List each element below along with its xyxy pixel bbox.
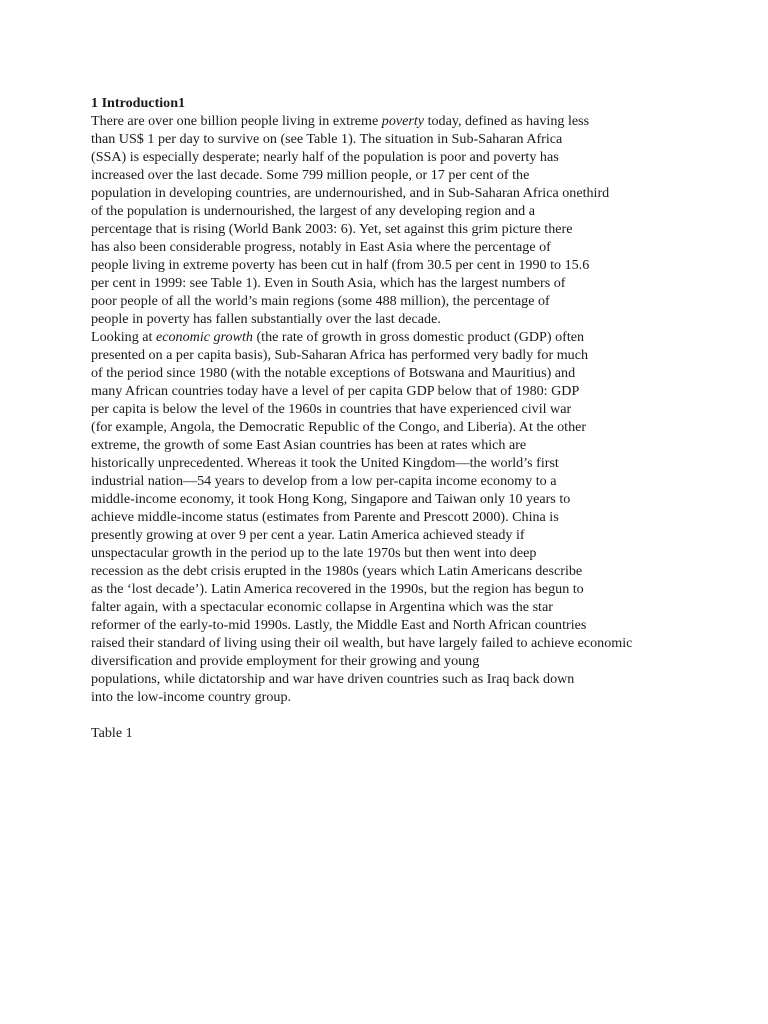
text-run: people living in extreme poverty has been cut in half (from 30.5 per cent in 1990 to 15.6 bbox=[91, 257, 590, 273]
text-run: There are over one billion people living in extreme bbox=[91, 113, 382, 129]
text-run: presented on a per capita basis), Sub-Saharan Africa has performed very badly for much bbox=[91, 347, 589, 363]
text-line bbox=[91, 346, 761, 364]
text-line bbox=[91, 148, 761, 166]
text-line bbox=[91, 472, 761, 490]
text-line bbox=[91, 616, 761, 634]
text-line bbox=[91, 310, 761, 328]
text-run: diversification and provide employment for their growing and young bbox=[91, 653, 480, 669]
text-line bbox=[91, 454, 761, 472]
text-line bbox=[91, 490, 761, 508]
text-run: achieve middle-income status (estimates from Parente and Prescott 2000). China is bbox=[91, 509, 559, 525]
text-run: into the low-income country group. bbox=[91, 689, 292, 705]
text-run: populations, while dictatorship and war have driven countries such as Iraq back down bbox=[91, 671, 575, 687]
text-run: percentage that is rising (World Bank 2003: 6). Yet, set against this grim picture there bbox=[91, 221, 573, 237]
text-run: raised their standard of living using their oil wealth, but have largely failed to achieve economic bbox=[91, 635, 633, 651]
text-line bbox=[91, 544, 761, 562]
table-caption: Table 1 bbox=[91, 725, 133, 741]
text-run: increased over the last decade. Some 799 million people, or 17 per cent of the bbox=[91, 167, 530, 183]
text-run: reformer of the early-to-mid 1990s. Lastly, the Middle East and North African countries bbox=[91, 617, 587, 633]
text-line bbox=[91, 202, 761, 220]
section-heading: 1 Introduction1 bbox=[91, 95, 186, 111]
italic-term: poverty bbox=[381, 113, 425, 129]
text-line bbox=[91, 130, 761, 148]
text-run: of the period since 1980 (with the notable exceptions of Botswana and Mauritius) and bbox=[91, 365, 576, 381]
paragraph-poverty bbox=[91, 112, 761, 328]
text-run: extreme, the growth of some East Asian countries has been at rates which are bbox=[91, 437, 527, 453]
text-line bbox=[91, 364, 761, 382]
text-run: today, defined as having less bbox=[424, 113, 590, 129]
text-run: Looking at bbox=[91, 329, 156, 345]
text-line bbox=[91, 274, 761, 292]
text-line bbox=[91, 400, 761, 418]
text-line bbox=[91, 634, 761, 652]
text-run: presently growing at over 9 per cent a year. Latin America achieved steady if bbox=[91, 527, 525, 543]
italic-term: economic growth bbox=[155, 329, 253, 345]
text-run: recession as the debt crisis erupted in the 1980s (years which Latin Americans describe bbox=[91, 563, 583, 579]
text-line bbox=[91, 256, 761, 274]
text-line bbox=[91, 508, 761, 526]
text-run: of the population is undernourished, the largest of any developing region and a bbox=[91, 203, 535, 219]
text-run: middle-income economy, it took Hong Kong, Singapore and Taiwan only 10 years to bbox=[91, 491, 571, 507]
text-run: (SSA) is especially desperate; nearly half of the population is poor and poverty has bbox=[91, 149, 559, 165]
text-run: poor people of all the world’s main regions (some 488 million), the percentage of bbox=[91, 293, 550, 309]
text-run: historically unprecedented. Whereas it took the United Kingdom—the world’s first bbox=[91, 455, 559, 471]
text-run: (the rate of growth in gross domestic product (GDP) often bbox=[252, 329, 585, 345]
paragraph-economic-growth bbox=[91, 328, 761, 706]
text-run: as the ‘lost decade’). Latin America recovered in the 1990s, but the region has begun to bbox=[91, 581, 584, 597]
text-line bbox=[91, 166, 761, 184]
text-line bbox=[91, 670, 761, 688]
text-run: population in developing countries, are undernourished, and in Sub-Saharan Africa onethird bbox=[91, 185, 610, 201]
text-run: per capita is below the level of the 1960s in countries that have experienced civil war bbox=[91, 401, 572, 417]
text-run: many African countries today have a level of per capita GDP below that of 1980: GDP bbox=[91, 383, 580, 399]
text-line bbox=[91, 292, 761, 310]
text-line bbox=[91, 598, 761, 616]
text-run: unspectacular growth in the period up to the late 1970s but then went into deep bbox=[91, 545, 537, 561]
text-line bbox=[91, 436, 761, 454]
text-line bbox=[91, 238, 761, 256]
document-page bbox=[91, 94, 761, 742]
text-run: (for example, Angola, the Democratic Republic of the Congo, and Liberia). At the other bbox=[91, 419, 587, 435]
text-run: per cent in 1999: see Table 1). Even in South Asia, which has the largest numbers of bbox=[91, 275, 566, 291]
text-line bbox=[91, 526, 761, 544]
text-run: has also been considerable progress, notably in East Asia where the percentage of bbox=[91, 239, 551, 255]
text-run: people in poverty has fallen substantially over the last decade. bbox=[91, 311, 441, 327]
text-line bbox=[91, 328, 761, 346]
text-line bbox=[91, 418, 761, 436]
spacer bbox=[91, 706, 761, 724]
text-run: industrial nation—54 years to develop from a low per-capita income economy to a bbox=[91, 473, 557, 489]
text-line bbox=[91, 580, 761, 598]
text-line bbox=[91, 112, 761, 130]
text-line bbox=[91, 652, 761, 670]
text-line bbox=[91, 562, 761, 580]
text-run: falter again, with a spectacular economic collapse in Argentina which was the star bbox=[91, 599, 553, 615]
text-line bbox=[91, 382, 761, 400]
text-line bbox=[91, 688, 761, 706]
text-run: than US$ 1 per day to survive on (see Table 1). The situation in Sub-Saharan Africa bbox=[91, 131, 563, 147]
text-line bbox=[91, 184, 761, 202]
text-line bbox=[91, 220, 761, 238]
